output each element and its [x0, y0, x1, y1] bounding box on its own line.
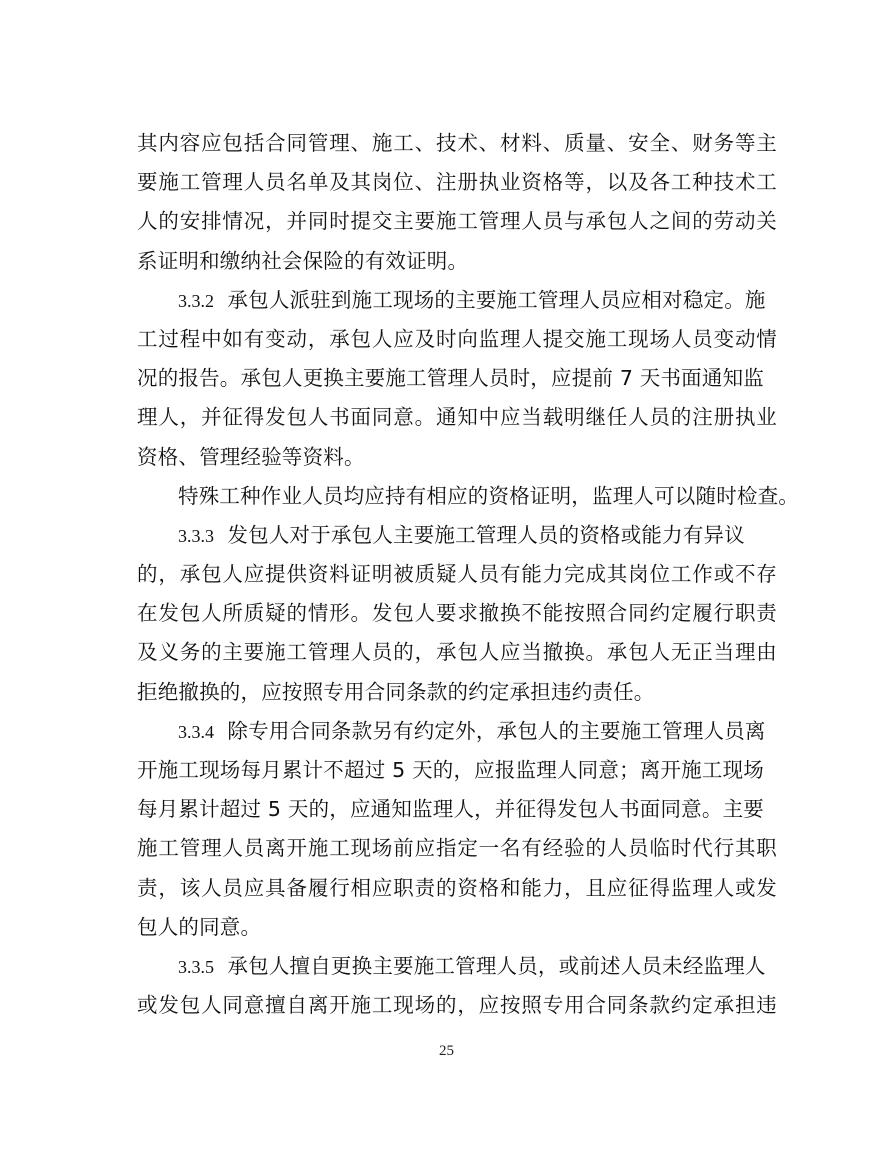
line-text: 资格、管理经验等资料。 — [137, 444, 365, 469]
text-line — [137, 673, 777, 712]
line-text: 每月累计超过 5 天的，应通知监理人，并征得发包人书面同意。主要 — [137, 797, 764, 822]
clause-number: 3.3.5 — [178, 956, 214, 977]
line-text: 拒绝撤换的，应按照专用合同条款的约定承担违约责任。 — [137, 679, 655, 704]
text-line — [137, 829, 777, 868]
text-line — [137, 790, 777, 829]
clause-line — [137, 516, 777, 555]
line-text: 责，该人员应具备履行相应职责的资格和能力，且应征得监理人或发 — [137, 875, 777, 900]
text-line — [137, 555, 777, 594]
line-text: 承包人派驻到施工现场的主要施工管理人员应相对稳定。施 — [214, 287, 766, 312]
line-text: 或发包人同意擅自离开施工现场的，应按照专用合同条款约定承担违 — [137, 993, 777, 1018]
clause-line — [137, 712, 777, 751]
line-text: 承包人擅自更换主要施工管理人员，或前述人员未经监理人 — [214, 953, 766, 978]
line-text: 除专用合同条款另有约定外，承包人的主要施工管理人员离 — [214, 718, 766, 743]
line-text: 在发包人所质疑的情形。发包人要求撤换不能按照合同约定履行职责 — [137, 601, 777, 626]
line-text: 人的安排情况，并同时提交主要施工管理人员与承包人之间的劳动关 — [137, 209, 777, 234]
line-text: 要施工管理人员名单及其岗位、注册执业资格等，以及各工种技术工 — [137, 170, 777, 195]
clause-number: 3.3.3 — [178, 525, 214, 546]
text-line — [137, 438, 777, 477]
text-line — [137, 869, 777, 908]
text-line — [137, 751, 777, 790]
clause-line — [137, 281, 777, 320]
clause-number: 3.3.4 — [178, 721, 214, 742]
body-text — [137, 124, 799, 1025]
text-line — [137, 242, 777, 281]
text-line — [137, 477, 799, 516]
page-number: 25 — [439, 1043, 454, 1059]
line-text: 其内容应包括合同管理、施工、技术、材料、质量、安全、财务等主 — [137, 131, 777, 155]
text-line — [137, 398, 777, 437]
line-text: 特殊工种作业人员均应持有相应的资格证明，监理人可以随时检查。 — [178, 483, 799, 508]
text-line — [137, 908, 777, 947]
line-text: 工过程中如有变动，承包人应及时向监理人提交施工现场人员变动情 — [137, 326, 777, 351]
line-text: 况的报告。承包人更换主要施工管理人员时，应提前 7 天书面通知监 — [137, 366, 764, 391]
line-text: 开施工现场每月累计不超过 5 天的，应报监理人同意；离开施工现场 — [137, 758, 764, 782]
line-text: 发包人对于承包人主要施工管理人员的资格或能力有异议 — [214, 522, 745, 547]
line-text: 系证明和缴纳社会保险的有效证明。 — [137, 248, 469, 273]
line-text: 施工管理人员离开施工现场前应指定一名有经验的人员临时代行其职 — [137, 836, 777, 861]
line-text: 包人的同意。 — [137, 914, 262, 939]
text-line — [137, 986, 777, 1025]
line-text: 及义务的主要施工管理人员的，承包人应当撤换。承包人无正当理由 — [137, 640, 777, 665]
text-line — [137, 202, 777, 241]
text-line — [137, 633, 777, 672]
text-line — [137, 594, 777, 633]
line-text: 理人，并征得发包人书面同意。通知中应当载明继任人员的注册执业 — [137, 405, 777, 430]
clause-line — [137, 947, 777, 986]
text-line — [137, 163, 777, 202]
text-line — [137, 124, 777, 163]
clause-number: 3.3.2 — [178, 290, 214, 311]
line-text: 的，承包人应提供资料证明被质疑人员有能力完成其岗位工作或不存 — [137, 562, 777, 587]
text-line — [137, 359, 777, 398]
text-line — [137, 320, 777, 359]
